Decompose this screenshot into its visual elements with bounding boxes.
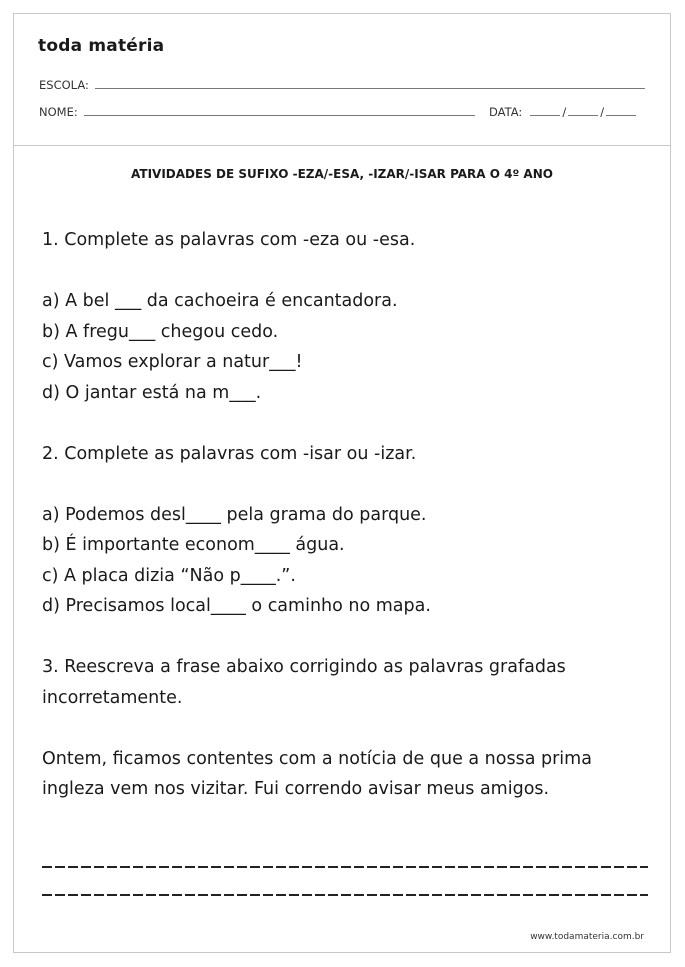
- question-2-prompt: 2. Complete as palavras com -isar ou -izar.: [42, 443, 417, 464]
- question-2-item: c) A placa dizia “Não p____.”.: [42, 565, 296, 586]
- date-year-line[interactable]: [606, 114, 636, 116]
- date-month-line[interactable]: [568, 114, 598, 116]
- answer-line[interactable]: [42, 854, 648, 868]
- question-2-item: d) Precisamos local____ o caminho no mapa.: [42, 596, 431, 616]
- date-label: DATA:: [489, 105, 523, 119]
- date-separator: /: [600, 105, 605, 119]
- question-1-item: a) A bel ___ da cachoeira é encantadora.: [42, 291, 398, 311]
- question-1-item: d) O jantar está na m___.: [42, 382, 262, 403]
- name-line[interactable]: [84, 114, 475, 116]
- footer-url: www.todamateria.com.br: [530, 932, 644, 942]
- name-field[interactable]: [39, 105, 475, 119]
- answer-line[interactable]: [42, 882, 648, 896]
- question-2-item: b) É importante econom____ água.: [42, 535, 345, 555]
- date-separator: /: [562, 105, 567, 119]
- school-label: ESCOLA:: [39, 78, 89, 92]
- answer-area[interactable]: [42, 854, 648, 910]
- question-1-item: c) Vamos explorar a natur___!: [42, 352, 303, 372]
- name-label: NOME:: [39, 105, 78, 119]
- question-1-prompt: 1. Complete as palavras com -eza ou -esa.: [42, 230, 416, 250]
- date-field[interactable]: [489, 105, 636, 119]
- worksheet-page: [13, 13, 671, 953]
- exercise-content: [42, 225, 648, 805]
- question-3-prompt: 3. Reescreva a frase abaixo corrigindo as palavras grafadas incorretamente.: [42, 657, 566, 708]
- worksheet-title: ATIVIDADES DE SUFIXO -EZA/-ESA, -IZAR/-ISAR PARA O 4º ANO: [131, 167, 553, 181]
- school-line[interactable]: [95, 87, 645, 89]
- date-day-line[interactable]: [530, 114, 560, 116]
- question-2-item: a) Podemos desl____ pela grama do parque.: [42, 504, 427, 525]
- school-field[interactable]: [39, 78, 645, 92]
- brand-logo: toda matéria: [38, 36, 165, 56]
- question-1-item: b) A fregu___ chegou cedo.: [42, 321, 279, 342]
- question-3-sentence: Ontem, ficamos contentes com a notícia de que a nossa prima ingleza vem nos vizitar. Fui correndo avisar meus amigos.: [42, 748, 592, 799]
- header-divider: [14, 145, 670, 146]
